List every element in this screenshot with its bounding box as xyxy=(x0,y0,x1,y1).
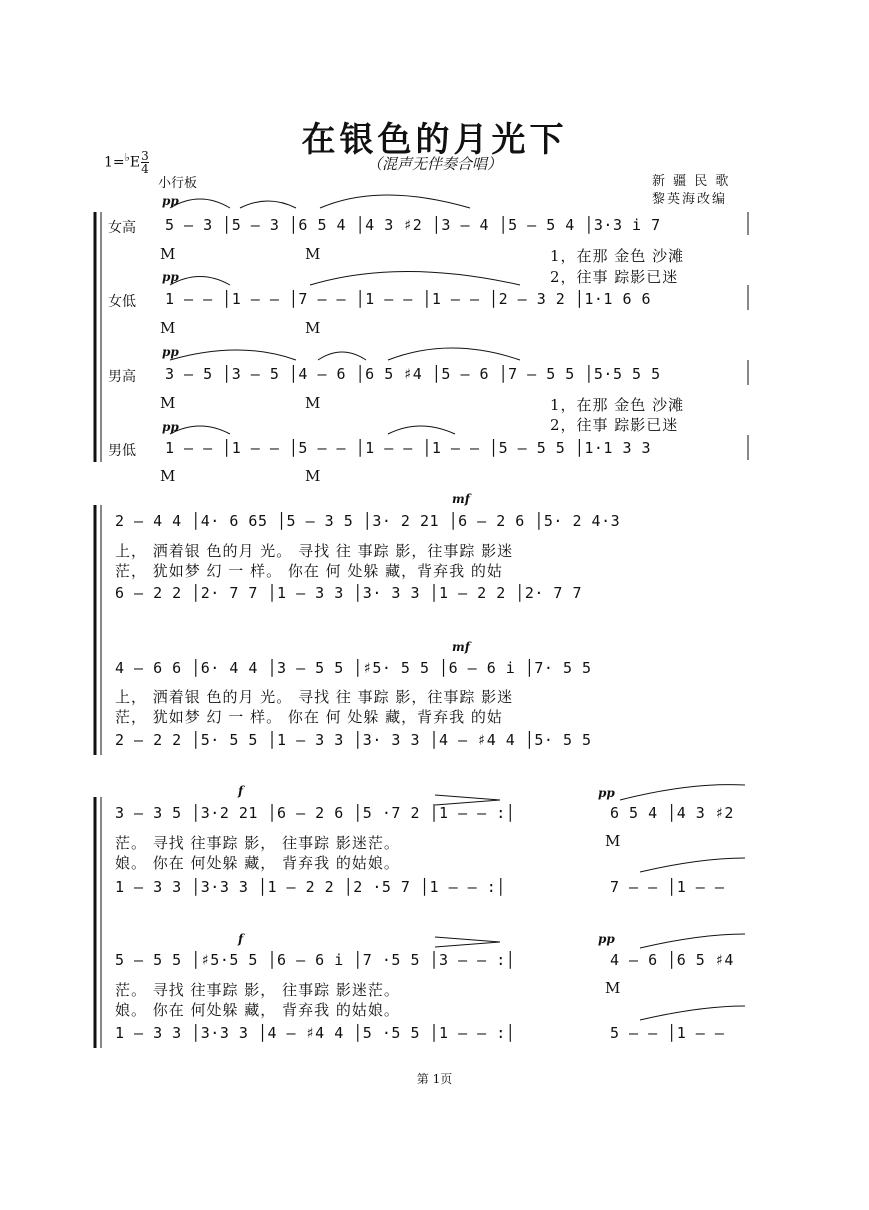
mark-m: M xyxy=(305,319,321,337)
alto-notes-2: 6 – 2 2 │2· 7 7 │1 – 3 3 │3· 3 3 │1 – 2 2 │2· 7 7 xyxy=(115,584,583,602)
soprano-lyric-verse1: 1，在那 金色 沙滩 xyxy=(550,247,685,265)
soprano-notes-2: 2 – 4 4 │4· 6 65 │5 – 3 5 │3· 2 21 │6 – 2 6 │5· 2 4·3 xyxy=(115,512,621,530)
flat-icon: ♭ xyxy=(124,150,130,164)
tenor-lyric-verse1: 1，在那 金色 沙滩 xyxy=(550,396,685,414)
tempo-marking: 小行板 xyxy=(158,176,198,191)
part-label-bass: 男低 xyxy=(108,443,136,459)
lyric-verse2-upper: 娘。 你在 何处躲 藏， 背弃我 的姑娘。 xyxy=(115,854,400,872)
lyric-verse2-lower: 茫， 犹如梦 幻 一 样。 你在 何 处躲 藏，背弃我 的姑 xyxy=(115,708,503,726)
credit-arranger: 黎英海改编 xyxy=(652,192,728,207)
dynamic-mf: mf xyxy=(452,640,470,654)
time-top: 3 xyxy=(141,149,149,163)
part-label-alto: 女低 xyxy=(108,294,136,310)
soprano-lyric-verse2: 2，往事 踪影已迷 xyxy=(550,268,679,286)
mark-m: M xyxy=(160,467,176,485)
bass-notes-3: 1 – 3 3 │3·3 3 │4 – ♯4 4 │5 ·5 5 │1 – – :│ xyxy=(115,1024,516,1042)
time-bottom: 4 xyxy=(141,162,149,176)
lyric-verse1-upper: 茫。 寻找 往事踪 影， 往事踪 影迷茫。 xyxy=(115,834,400,852)
mark-m: M xyxy=(605,832,621,850)
song-subtitle: （混声无伴奏合唱） xyxy=(366,155,502,173)
bass-notes-2: 2 – 2 2 │5· 5 5 │1 – 3 3 │3· 3 3 │4 – ♯4 4 │5· 5 5 xyxy=(115,731,592,749)
dynamic-f: f xyxy=(238,784,244,798)
song-title: 在银色的月光下 xyxy=(301,120,568,160)
dynamic-f: f xyxy=(238,932,244,946)
key-prefix: 1= xyxy=(104,154,125,171)
tenor-notes-2: 4 – 6 6 │6· 4 4 │3 – 5 5 │♯5· 5 5 │6 – 6 i │7· 5 5 xyxy=(115,659,592,677)
part-label-soprano: 女高 xyxy=(108,220,136,236)
mark-m: M xyxy=(160,319,176,337)
mark-m: M xyxy=(160,245,176,263)
dynamic-mf: mf xyxy=(452,492,470,506)
soprano-notes-1: 5 – 3 │5 – 3 │6 5 4 │4 3 ♯2 │3 – 4 │5 – 5 4 │3·3 i 7 xyxy=(165,216,661,234)
soprano-notes-3: 3 – 3 5 │3·2 21 │6 – 2 6 │5 ·7 2 │1 – – :│ xyxy=(115,804,516,822)
lyric-verse1-upper: 上， 洒着银 色的月 光。 寻找 往 事踪 影，往事踪 影迷 xyxy=(115,542,514,560)
bass-notes-1: 1 – – │1 – – │5 – – │1 – – │1 – – │5 – 5 5 │1·1 3 3 xyxy=(165,439,652,457)
alto-notes-3: 1 – 3 3 │3·3 3 │1 – 2 2 │2 ·5 7 │1 – – :│ xyxy=(115,878,506,896)
alto-coda: 7 – – │1 – – xyxy=(610,878,725,896)
dynamic-pp: pp xyxy=(162,345,179,359)
mark-m: M xyxy=(605,979,621,997)
key-signature xyxy=(104,150,149,175)
mark-m: M xyxy=(160,394,176,412)
dynamic-pp: pp xyxy=(162,194,179,208)
mark-m: M xyxy=(305,394,321,412)
alto-notes-1: 1 – – │1 – – │7 – – │1 – – │1 – – │2 – 3 2 │1·1 6 6 xyxy=(165,290,652,308)
tenor-notes-3: 5 – 5 5 │♯5·5 5 │6 – 6 i │7 ·5 5 │3 – – :│ xyxy=(115,951,516,969)
time-signature xyxy=(141,150,149,175)
page-number: 第 1页 xyxy=(416,1072,453,1086)
soprano-coda: 6 5 4 │4 3 ♯2 xyxy=(610,804,734,822)
tenor-coda: 4 – 6 │6 5 ♯4 xyxy=(610,951,734,969)
part-label-tenor: 男高 xyxy=(108,369,136,385)
lyric-verse2-lower: 娘。 你在 何处躲 藏， 背弃我 的姑娘。 xyxy=(115,1001,400,1019)
lyric-verse1-lower: 上， 洒着银 色的月 光。 寻找 往 事踪 影，往事踪 影迷 xyxy=(115,688,514,706)
bass-coda: 5 – – │1 – – xyxy=(610,1024,725,1042)
dynamic-pp: pp xyxy=(162,420,179,434)
dynamic-pp: pp xyxy=(598,786,615,800)
lyric-verse1-lower: 茫。 寻找 往事踪 影， 往事踪 影迷茫。 xyxy=(115,981,400,999)
dynamic-pp: pp xyxy=(162,270,179,284)
tenor-lyric-verse2: 2，往事 踪影已迷 xyxy=(550,416,679,434)
mark-m: M xyxy=(305,467,321,485)
lyric-verse2-upper: 茫， 犹如梦 幻 一 样。 你在 何 处躲 藏，背弃我 的姑 xyxy=(115,562,503,580)
key-letter: E xyxy=(129,154,141,171)
dynamic-pp: pp xyxy=(598,932,615,946)
tenor-notes-1: 3 – 5 │3 – 5 │4 – 6 │6 5 ♯4 │5 – 6 │7 – 5 5 │5·5 5 5 xyxy=(165,365,661,383)
mark-m: M xyxy=(305,245,321,263)
credit-origin: 新 疆 民 歌 xyxy=(652,174,731,189)
